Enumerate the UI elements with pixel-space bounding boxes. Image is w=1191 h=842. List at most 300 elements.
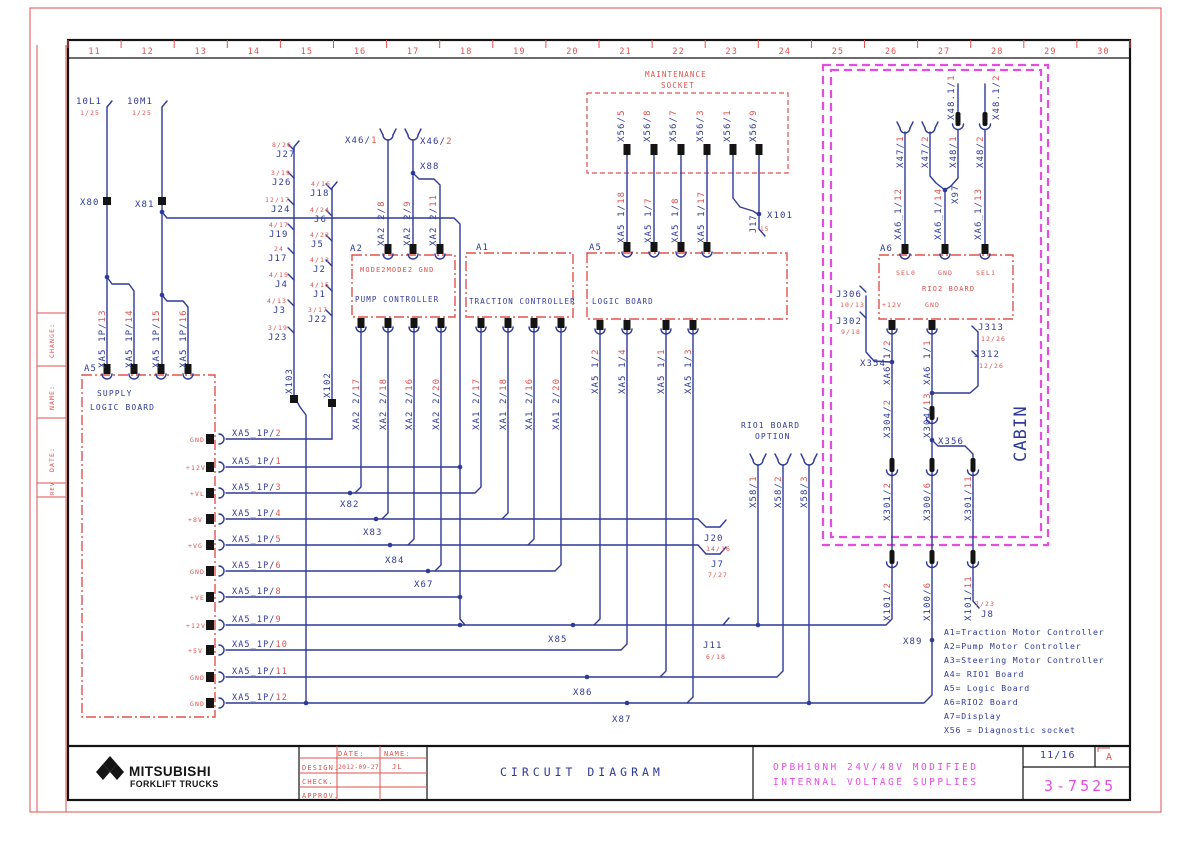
diagram-label: X89: [903, 637, 923, 647]
pin-contact: [206, 514, 214, 524]
diagram-label: 10L1: [76, 97, 103, 107]
diagram-label: 4/24: [310, 206, 331, 214]
ruler-number: 11: [88, 47, 101, 57]
diagram-label: +8V: [188, 516, 204, 524]
diagram-label: XA5_1P/3: [232, 483, 282, 493]
diagram-label: X304/13: [923, 392, 933, 438]
junction-dot: [571, 623, 576, 628]
diagram-label: OPTION: [755, 432, 791, 441]
diagram-label: J8: [981, 610, 995, 620]
diagram-label: X56/3: [696, 109, 706, 142]
ruler-number: 14: [247, 47, 261, 57]
diagram-label: NAME:: [48, 384, 56, 410]
pin-socket-icon: [219, 434, 224, 444]
ruler-number: 13: [194, 47, 207, 57]
pin-socket-icon: [219, 698, 224, 708]
diagram-label: XA5 1P/13: [98, 309, 108, 368]
diagram-label: X101/2: [883, 581, 893, 621]
diagram-label: DATE:: [48, 446, 56, 472]
pin-contact: [942, 244, 949, 254]
connector-tick: [288, 248, 294, 254]
diagram-label: J26: [272, 178, 292, 188]
diagram-label: XA2 2/17: [352, 377, 362, 430]
brand-name: MITSUBISHI: [129, 764, 212, 779]
diagram-label: 14/16: [706, 545, 732, 553]
pin-contact: [206, 592, 214, 602]
junction-dot: [625, 701, 630, 706]
pin-contact: [358, 318, 365, 328]
ruler-number: 17: [406, 47, 420, 57]
pin-contact: [597, 320, 604, 330]
approv-row-label: APPROV.: [302, 792, 340, 800]
diagram-label: 6/18: [706, 653, 727, 661]
connector-pin-icon: [930, 458, 935, 472]
diagram-label: XA5 1/17: [697, 190, 707, 243]
diagram-label: X48.1/2: [992, 74, 1002, 120]
diagram-label: XA1 2/16: [525, 377, 535, 430]
diagram-label: LOGIC BOARD: [90, 403, 156, 412]
connector-tick: [294, 141, 299, 147]
diagram-label: J306: [836, 290, 863, 300]
fork-socket-icon: [750, 454, 766, 460]
schematic: [48, 40, 1130, 735]
diagram-label: +5V: [188, 647, 204, 655]
socket-pin-contact: [678, 144, 685, 155]
wire: [435, 328, 441, 571]
diagram-label: X103: [285, 367, 295, 394]
diagram-label: XA5_1P/6: [232, 561, 282, 571]
diagram-label: J4: [275, 280, 289, 290]
mitsubishi-logo-icon: [96, 756, 124, 780]
diagram-label: X101: [767, 211, 794, 221]
fork-socket-icon: [383, 135, 393, 140]
diagram-label: XA5_1P/8: [232, 587, 282, 597]
pin-socket-icon: [219, 592, 224, 602]
sheet-number: 11/16: [1040, 750, 1076, 761]
diagram-label: GND: [190, 700, 206, 708]
block-pump-controller: [352, 255, 455, 317]
diagram-label: J17: [749, 214, 759, 233]
diagram-label: X101/11: [964, 575, 974, 621]
junction-dot: [160, 293, 165, 298]
diagram-label: X300/6: [923, 481, 933, 521]
wire: [528, 328, 534, 545]
junction-dot: [585, 675, 590, 680]
ruler-number: 12: [141, 47, 154, 57]
pin-contact: [385, 318, 392, 328]
connector-tick: [720, 520, 726, 527]
diagram-label: 9/18: [841, 328, 862, 336]
connector-pin-icon: [971, 458, 976, 472]
diagram-label: X356: [938, 437, 965, 447]
connector-pin-icon: [890, 458, 895, 472]
diagram-label: TRACTION CONTROLLER: [469, 297, 576, 306]
diagram-label: GND: [190, 674, 206, 682]
pin-contact: [206, 620, 214, 630]
diagram-label: RIO1 BOARD: [741, 421, 801, 430]
date-label: DATE:: [338, 750, 365, 758]
sheet-title-line2: INTERNAL VOLTAGE SUPPLIES: [773, 777, 979, 788]
diagram-label: J24: [271, 205, 291, 215]
diagram-label: XA6_1/14: [934, 187, 944, 240]
wire: [932, 332, 978, 393]
diagram-label: X47/2: [921, 135, 931, 168]
connector-pin-icon: [930, 550, 935, 564]
diagram-label: XA2 2/8: [377, 200, 387, 246]
diagram-label: 12/26: [979, 362, 1005, 370]
diagram-label: PUMP CONTROLLER: [355, 295, 440, 304]
diagram-label: J312: [974, 350, 1001, 360]
diagram-label: XA6_1/12: [894, 187, 904, 240]
diagram-label: +VG: [188, 542, 204, 550]
diagram-label: RIO2 BOARD: [922, 285, 976, 293]
fork-socket-icon: [408, 135, 418, 140]
diagram-label: 3/17: [308, 306, 329, 314]
pin-socket-icon: [219, 566, 224, 576]
diagram-label: XA1 2/18: [499, 377, 509, 430]
diagram-label: X86: [573, 688, 593, 698]
diagram-label: X87: [612, 715, 632, 725]
diagram-label: X48.1/1: [947, 74, 957, 120]
diagram-label: X88: [420, 162, 440, 172]
design-name: JL: [392, 763, 403, 771]
legend-line: X56 = Diagnostic socket: [944, 725, 1076, 735]
doc-title: CIRCUIT DIAGRAM: [500, 765, 664, 779]
diagram-label: J22: [308, 315, 328, 325]
diagram-label: 3/19: [268, 324, 289, 332]
diagram-label: X301/11: [964, 475, 974, 521]
socket-pin-contact: [756, 144, 763, 155]
ruler-number: 24: [778, 47, 792, 57]
junction-square: [290, 395, 298, 403]
junction-dot: [458, 623, 463, 628]
diagram-label: 8/26: [272, 141, 293, 149]
diagram-label: SOCKET: [661, 81, 695, 90]
fork-socket-icon: [897, 122, 913, 128]
ruler-number: 23: [725, 47, 738, 57]
diagram-label: X354: [860, 359, 887, 369]
diagram-label: XA2 2/9: [403, 200, 413, 246]
junction-dot: [426, 569, 431, 574]
ruler-number: 26: [884, 47, 898, 57]
diagram-label: XA5_1P/2: [232, 429, 282, 439]
diagram-label: X48/2: [976, 135, 986, 168]
junction-dot: [388, 543, 393, 548]
junction-dot: [105, 275, 110, 280]
legend-line: A6=RIO2 Board: [944, 697, 1019, 707]
connector-tick: [107, 101, 112, 107]
fork-socket-icon: [922, 122, 938, 128]
pin-contact: [206, 462, 214, 472]
pin-contact: [206, 488, 214, 498]
pin-contact: [558, 318, 565, 328]
pin-socket-icon: [219, 672, 224, 682]
diagram-label: 10M1: [127, 97, 154, 107]
diagram-label: XA5 1/7: [644, 197, 654, 243]
pin-contact: [663, 320, 670, 330]
diagram-label: X46/2: [420, 137, 453, 147]
diagram-label: 7/23: [975, 600, 996, 608]
diagram-label: XA5_1/3: [684, 348, 694, 394]
diagram-label: J3: [273, 306, 287, 316]
diagram-label: XA2 2/16: [405, 377, 415, 430]
socket-pin-contact: [730, 144, 737, 155]
diagram-label: LOGIC BOARD: [592, 297, 654, 306]
diagram-label: X100/6: [923, 581, 933, 621]
diagram-label: J20: [704, 534, 724, 544]
diagram-label: GND: [190, 568, 206, 576]
diagram-label: J23: [268, 333, 288, 343]
diagram-label: 12/26: [981, 335, 1007, 343]
junction-square: [158, 197, 166, 205]
diagram-label: +12V: [882, 301, 903, 309]
diagram-label: MODE2MODE2 GND: [360, 266, 435, 274]
fork-socket-icon: [380, 129, 396, 135]
diagram-label: XA5_1/2: [591, 348, 601, 394]
ruler-number: 22: [672, 47, 685, 57]
ruler-number: 18: [460, 47, 473, 57]
drawing-number: 3-7525: [1044, 777, 1117, 795]
diagram-label: GND: [925, 301, 941, 309]
pin-contact: [206, 434, 214, 444]
diagram-label: XA5 1/18: [617, 190, 627, 243]
diagram-label: X304/2: [883, 398, 893, 438]
name-label: NAME:: [384, 750, 411, 758]
junction-dot: [374, 517, 379, 522]
diagram-label: J5: [311, 240, 325, 250]
diagram-label: XA5_1/1: [657, 348, 667, 394]
diagram-label: SUPPLY: [97, 389, 133, 398]
title-block: [68, 746, 1130, 800]
diagram-label: J313: [978, 323, 1005, 333]
diagram-label: A5: [589, 243, 603, 253]
diagram-label: 4/13: [267, 297, 288, 305]
pin-contact: [478, 318, 485, 328]
diagram-label: 12/17: [265, 196, 291, 204]
diagram-label: XA5_1P/11: [232, 667, 288, 677]
pin-contact: [206, 566, 214, 576]
socket-pin-contact: [624, 144, 631, 155]
connector-tick: [288, 327, 294, 333]
block-logic-board: [587, 253, 787, 319]
wire: [733, 155, 759, 215]
diagram-label: +VL: [190, 490, 206, 498]
diagram-label: XA5_1P/10: [232, 640, 288, 650]
connector-pin-icon: [971, 550, 976, 564]
diagram-label: X67: [414, 580, 434, 590]
diagram-label: J27: [276, 150, 296, 160]
diagram-label: J17: [268, 254, 288, 264]
pin-contact: [438, 318, 445, 328]
diagram-label: X47/1: [896, 135, 906, 168]
diagram-label: XA6_1/2: [883, 339, 893, 385]
diagram-label: XA2 2/18: [379, 377, 389, 430]
pin-socket-icon: [219, 540, 224, 550]
ruler-number: 19: [513, 47, 526, 57]
check-row-label: CHECK.: [302, 778, 334, 786]
legend-line: A7=Display: [944, 711, 1002, 721]
connector-tick: [723, 618, 729, 625]
diagram-label: XA5 1P/15: [152, 309, 162, 368]
diagram-label: X102: [323, 371, 333, 398]
diagram-label: CABIN: [1011, 405, 1031, 462]
junction-dot: [411, 171, 416, 176]
diagram-label: 3/19: [271, 169, 292, 177]
pin-contact: [531, 318, 538, 328]
diagram-label: J18: [310, 189, 330, 199]
junction-dot: [930, 638, 935, 643]
pin-contact: [889, 320, 896, 330]
fork-socket-icon: [405, 129, 421, 135]
connector-tick: [162, 101, 167, 107]
junction-dot: [304, 701, 309, 706]
diagram-label: X82: [340, 500, 360, 510]
diagram-label: 4/22: [310, 231, 331, 239]
pin-contact: [690, 320, 697, 330]
pin-socket-icon: [219, 620, 224, 630]
ruler-number: 29: [1044, 47, 1057, 57]
diagram-label: +12V: [186, 622, 207, 630]
diagram-label: 4/15: [310, 281, 331, 289]
diagram-label: X56/7: [669, 109, 679, 142]
diagram-label: 24: [274, 245, 285, 253]
junction-dot: [160, 210, 165, 215]
diagram-label: J19: [269, 230, 289, 240]
ruler-number: 16: [353, 47, 367, 57]
diagram-label: X80: [80, 198, 100, 208]
pin-contact: [206, 645, 214, 655]
ruler-number: 15: [300, 47, 314, 57]
legend-line: A1=Traction Motor Controller: [944, 627, 1105, 637]
pin-socket-icon: [219, 514, 224, 524]
diagram-label: GND: [938, 269, 954, 277]
fork-socket-icon: [801, 454, 817, 460]
diagram-label: XA5 1/8: [671, 197, 681, 243]
pin-contact: [206, 698, 214, 708]
diagram-label: X56/1: [723, 109, 733, 142]
junction-square: [328, 399, 336, 407]
diagram-label: SEL1: [976, 269, 997, 277]
pin-socket-icon: [219, 645, 224, 655]
diagram-label: XA5 1P/14: [125, 309, 135, 368]
diagram-label: XA5_1P/9: [232, 615, 282, 625]
diagram-label: XA5_1/4: [618, 348, 628, 394]
pin-contact: [505, 318, 512, 328]
legend-line: A2=Pump Motor Controller: [944, 641, 1082, 651]
diagram-label: 10/13: [840, 301, 866, 309]
brand-subtitle: FORKLIFT TRUCKS: [130, 779, 219, 789]
diagram-label: X58/3: [800, 475, 810, 508]
pin-contact: [929, 320, 936, 330]
diagram-label: REV: [50, 481, 56, 495]
diagram-label: X58/2: [774, 475, 784, 508]
diagram-label: MAINTENANCE: [645, 70, 707, 79]
pin-contact: [206, 540, 214, 550]
junction-square: [103, 197, 111, 205]
socket-pin-contact: [651, 144, 658, 155]
diagram-label: A6: [880, 244, 894, 254]
fork-socket-icon: [753, 460, 763, 465]
diagram-label: 7/27: [708, 571, 729, 579]
revision: A: [1106, 752, 1114, 763]
fork-socket-icon: [775, 454, 791, 460]
junction-dot: [756, 623, 761, 628]
diagram-label: X83: [363, 528, 383, 538]
junction-dot: [807, 701, 812, 706]
diagram-label: 1/25: [132, 109, 153, 117]
junction-dot: [458, 595, 463, 600]
diagram-label: J2: [313, 265, 327, 275]
pin-contact: [982, 244, 989, 254]
diagram-label: +VE: [190, 594, 206, 602]
diagram-label: XA5 1P/16: [179, 309, 189, 368]
diagram-label: XA6_1/13: [974, 187, 984, 240]
wire: [294, 147, 306, 703]
wire: [408, 328, 414, 545]
diagram-label: XA5_1P/12: [232, 693, 288, 703]
pin-contact: [624, 320, 631, 330]
diagram-label: XA5_1P/4: [232, 509, 282, 519]
pin-contact: [411, 318, 418, 328]
pin-socket-icon: [219, 488, 224, 498]
diagram-label: 15: [760, 226, 770, 233]
design-row-label: DESIGN.: [302, 764, 340, 772]
diagram-label: A1: [476, 243, 490, 253]
diagram-label: X97: [951, 184, 961, 204]
diagram-label: X85: [548, 635, 568, 645]
diagram-label: XA1 2/17: [472, 377, 482, 430]
diagram-label: +12V: [186, 464, 207, 472]
wire: [226, 519, 720, 527]
diagram-label: 4/13: [310, 256, 331, 264]
diagram-label: 4/15: [269, 271, 290, 279]
junction-dot: [348, 491, 353, 496]
diagram-label: X56/9: [749, 109, 759, 142]
connector-tick: [332, 182, 337, 188]
diagram-label: X46/1: [345, 136, 378, 146]
diagram-label: X81: [135, 200, 155, 210]
diagram-label: X56/5: [617, 109, 627, 142]
diagram-label: X58/1: [749, 475, 759, 508]
ruler-number: 20: [566, 47, 579, 57]
diagram-label: XA6_1/1: [923, 339, 933, 385]
pin-contact: [902, 244, 909, 254]
legend-line: A3=Steering Motor Controller: [944, 655, 1105, 665]
pin-contact: [206, 672, 214, 682]
legend-line: A4= RIO1 Board: [944, 669, 1025, 679]
diagram-label: J6: [314, 215, 328, 225]
diagram-label: J7: [711, 560, 725, 570]
diagram-label: X84: [385, 556, 405, 566]
legend-line: A5= Logic Board: [944, 683, 1030, 693]
diagram-label: J1: [313, 290, 327, 300]
diagram-label: CHANGE:: [48, 322, 56, 358]
diagram-label: J302: [836, 317, 863, 327]
fork-socket-icon: [804, 460, 814, 465]
connector-pin-icon: [983, 112, 988, 126]
pin-socket-icon: [219, 462, 224, 472]
diagram-label: GND: [190, 436, 206, 444]
diagram-label: XA5_1P/1: [232, 457, 282, 467]
diagram-label: XA2 2/20: [432, 377, 442, 430]
diagram-label: X56/8: [643, 109, 653, 142]
sheet-title-line1: OPBH10NH 24V/48V MODIFIED: [773, 762, 979, 773]
diagram-label: X301/2: [883, 481, 893, 521]
block-traction-controller: [466, 253, 573, 317]
junction-dot: [458, 465, 463, 470]
fork-socket-icon: [778, 460, 788, 465]
diagram-label: X48/1: [949, 135, 959, 168]
